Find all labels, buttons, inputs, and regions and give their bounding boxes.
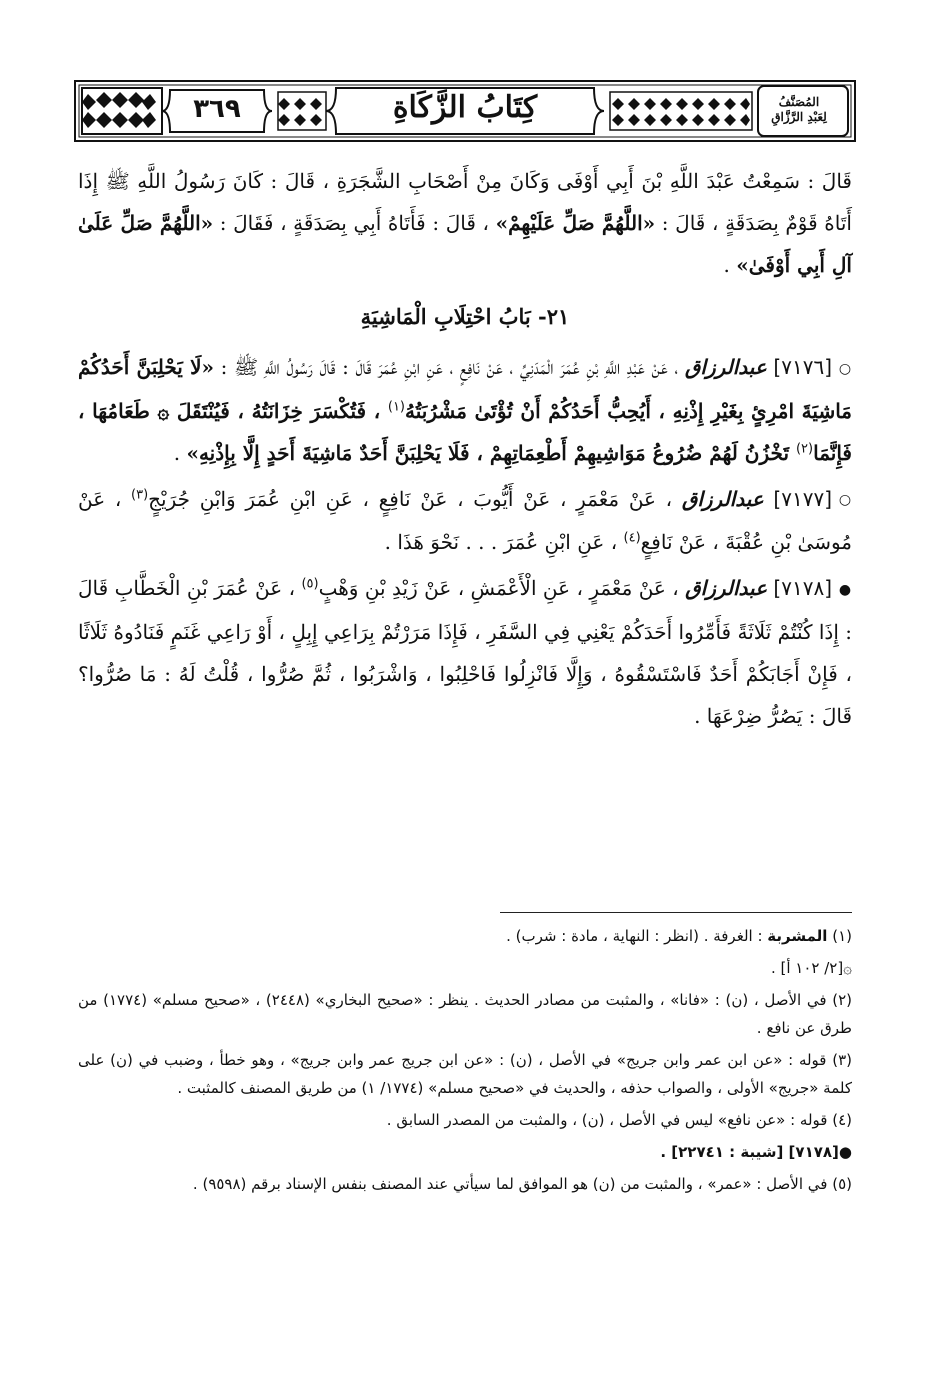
main-text <box>78 160 852 741</box>
footnote-item: (٤) قوله : «عن نافع» ليس في الأصل ، (ن) ، والمثبت من المصدر السابق . <box>386 1111 852 1129</box>
narrator: عبدالرزاق <box>685 576 768 600</box>
footnote-item: (٥) في الأصل : «عمر» ، والمثبت من (ن) هو الموافق لما سيأتي عند المصنف بنفس الإسناد برقم (٩٥٩٨) . <box>192 1175 852 1193</box>
filled-circle-icon: ● <box>838 581 852 598</box>
footnote-item: ●[٧١٧٨] [شيبة : ٢٢٧٤١] . <box>660 1143 852 1161</box>
hadith-7178: ●[٧١٧٨] عبدالرزاق ، عَنْ مَعْمَرٍ ، عَنِ الْأَعْمَشِ ، عَنْ زَيْدِ بْنِ وَهْبٍ$^{(٥)}$ ، عَنْ عُمَرَ بْنِ الْخَطَّابِ قَالَ : إِذَا كُنْتُمْ ثَلَاثَةً فَأَمِّرُوا أَحَدَكُمْ يَعْنِي فِي السَّفَرِ ، فَإِذَا مَرَرْتُمْ بِرَاعِي إِبِلٍ ، أَوْ رَاعِي غَنَمٍ فَنَادُوهُ ثَلَاثًا ، فَإِنْ أَجَابَكُمْ أَحَدٌ فَاسْتَسْقُوهُ ، وَإِلَّا فَانْزِلُوا فَاحْلِبُوا ، وَاشْرَبُوا ، ثُمَّ صُرُّوا ، قُلْتُ لَهُ : مَا صُرُّوا؟ قَالَ : يَصُرُّ ضِرْعَهَا . <box>78 567 852 737</box>
footnote-divider <box>500 912 852 913</box>
footnote-item: (١) المشربة : الغرفة . (انظر : النهاية ، مادة : شرب) . <box>506 927 852 945</box>
hadith-7177: ○[٧١٧٧] عبدالرزاق ، عَنْ مَعْمَرٍ ، عَنْ أَيُّوبَ ، عَنْ نَافِعٍ ، عَنِ ابْنِ عُمَرَ وَابْنِ جُرَيْجٍ$^{(٣)}$ ، عَنْ مُوسَىٰ بْنِ عُقْبَةَ ، عَنْ نَافِعٍ$^{(٤)}$ ، عَنِ ابْنِ عُمَرَ . . . نَحْوَ هَذَا . <box>78 478 852 564</box>
book-logo <box>760 86 838 134</box>
book-title: كِتَابُ الزَّكَاةِ <box>392 90 538 125</box>
footnote-ref[interactable]: (٣) <box>131 486 149 502</box>
narrator: عبدالرزاق <box>684 355 767 379</box>
page-number: ٣٦٩ <box>193 94 241 124</box>
footnote-ref[interactable]: (٥) <box>301 576 319 592</box>
footnotes <box>78 922 852 1202</box>
logo-line-1: المُصَنَّفُ <box>778 95 820 109</box>
narrator: عبدالرزاق <box>681 486 764 511</box>
hollow-circle-icon: ○ <box>838 360 852 377</box>
footnote-ref[interactable]: (٤) <box>623 530 641 546</box>
footnote-ref[interactable]: (١) <box>387 398 405 414</box>
footnote-item: ۞[٢/ ١٠٢ أ] . <box>770 959 852 977</box>
footnote-item: (٢) في الأصل ، (ن) : «فانا» ، والمثبت من مصادر الحديث . ينظر : «صحيح البخاري» (٢٤٤٨) ، «صحيح مسلم» (١٧٧٤) من طرق عن نافع . <box>78 991 852 1037</box>
hadith-number: [٧١٧٦] <box>773 355 832 379</box>
chapter-heading: ٢١- بَابُ احْتِلَابِ الْمَاشِيَةِ <box>360 304 570 329</box>
hollow-circle-icon: ○ <box>838 492 852 508</box>
right-flourish <box>610 92 752 130</box>
left-ornament <box>82 88 162 134</box>
logo-line-2: لِعَبْدِ الرَّزَّاقِ <box>771 110 827 124</box>
hadith-number: [٧١٧٨] <box>773 576 833 600</box>
page-header <box>74 80 856 142</box>
intro-paragraph: قَالَ : سَمِعْتُ عَبْدَ اللَّهِ بْنَ أَبِي أَوْفَى وَكَانَ مِنْ أَصْحَابِ الشَّجَرَةِ ، قَالَ : كَانَ رَسُولُ اللَّهِ ﷺ إِذَا أَتَاهُ قَوْمٌ بِصَدَقَةٍ ، قَالَ : «اللَّهُمَّ صَلِّ عَلَيْهِمْ» ، قَالَ : فَأَتَاهُ أَبِي بِصَدَقَةٍ ، فَقَالَ : «اللَّهُمَّ صَلِّ عَلَىٰ آلِ أَبِي أَوْفَىٰ» . <box>78 169 852 277</box>
footnote-item: (٣) قوله : «عن ابن عمر وابن جريج» في الأصل ، (ن) : «عن ابن جريج عمر وابن جريج» ، وهو خطأ ، وضبب في (ن) على كلمة «جريج» الأولى ، والصواب حذفه ، والحديث في «صحيح مسلم» (١٧٧٤/ ١) من طريق المصنف كالمثبت . <box>78 1051 852 1097</box>
hadith-7176: ○[٧١٧٦] عبدالرزاق ، عَنْ عَبْدِ اللَّهِ بْنِ عُمَرَ الْمَدَنِيِّ ، عَنْ نَافِعٍ ، عَنِ ابْنِ عُمَرَ قَالَ : قَالَ رَسُولُ اللَّهِ ﷺ : «لَا يَحْلِبَنَّ أَحَدُكُمْ مَاشِيَةَ امْرِئٍ بِغَيْرِ إِذْنِهِ ، أَيُحِبُّ أَحَدُكُمْ أَنْ تُؤْتَىٰ مَشْرُبَتُهُ$^{(١)}$ ، فَتُكْسَرَ خِزَانَتُهُ ، فَيُنْتَقَلَ ۞ طَعَامُهَا ، فَإِنَّمَا$^{(٢)}$ تَخْزُنُ لَهُمْ ضُرُوعُ مَوَاشِيهِمْ أَطْعِمَاتِهِمْ ، فَلَا يَحْلِبَنَّ أَحَدٌ مَاشِيَةَ أَحَدٍ إِلَّا بِإِذْنِهِ» . <box>78 346 852 474</box>
hadith-number: [٧١٧٧] <box>773 486 833 511</box>
footnote-ref[interactable]: (٢) <box>795 440 814 456</box>
left-flourish <box>278 92 326 130</box>
